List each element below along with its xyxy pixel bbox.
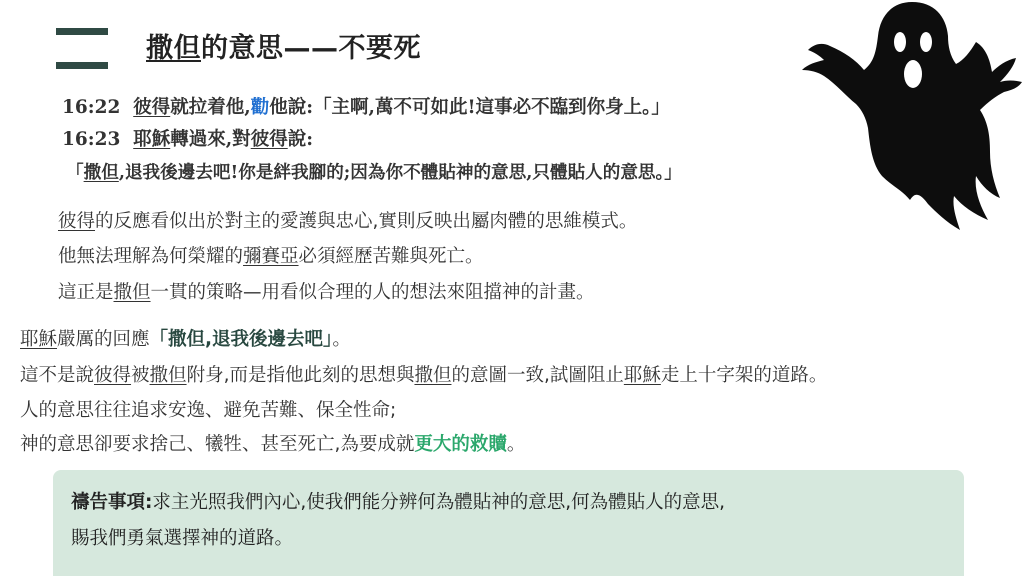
verse-ref: 16:23 <box>62 129 121 150</box>
text: 的反應看似出於對主的愛護與忠心,實則反映出屬肉體的思維模式。 <box>95 211 638 232</box>
verse-name: 耶穌 <box>133 129 171 150</box>
prayer-text: 賜我們勇氣選擇神的道路。 <box>71 528 294 549</box>
prayer-box <box>53 470 964 576</box>
para1-line3 <box>58 278 595 304</box>
para1-line2 <box>58 242 484 268</box>
name: 耶穌 <box>20 329 58 350</box>
green-emphasis: 更大的救贖 <box>414 434 507 455</box>
verse-name: 彼得 <box>133 97 171 118</box>
text: 嚴厲的回應 <box>57 329 150 350</box>
verse-16-23-quote <box>66 159 682 184</box>
text: 這不是說 <box>20 365 95 386</box>
text: 這正是 <box>58 282 114 303</box>
chapter-numeral <box>56 28 108 70</box>
para2-line1 <box>20 325 351 351</box>
verse-16-22 <box>62 93 670 119</box>
verse-name: 撒但 <box>83 162 119 183</box>
text: 人的意思往往追求安逸、避免苦難、保全性命; <box>20 400 397 421</box>
prayer-line1 <box>71 488 725 514</box>
para2-line2 <box>20 361 827 387</box>
verse-name: 彼得 <box>250 129 288 150</box>
text: 神的意思卻要求捨己、犧牲、甚至死亡,為要成就 <box>20 434 415 455</box>
para2-line3 <box>20 396 396 422</box>
name: 彼得 <box>94 365 132 386</box>
para1-line1 <box>58 207 637 233</box>
quote-open: 「 <box>66 162 84 183</box>
prayer-label: 禱告事項: <box>71 492 153 513</box>
name: 撒但 <box>113 282 151 303</box>
name: 耶穌 <box>623 365 661 386</box>
text: 被 <box>131 365 150 386</box>
name: 撒但 <box>414 365 452 386</box>
page-title <box>146 26 421 65</box>
text: 必須經歷苦難與死亡。 <box>298 246 484 267</box>
title-satan: 撒但 <box>146 33 201 64</box>
text: 。 <box>506 434 526 455</box>
verse-16-23 <box>62 125 313 151</box>
text: 附身,而是指他此刻的思想與 <box>186 365 415 386</box>
para2-line4 <box>20 430 525 456</box>
verse-text: ,退我後邊去吧!你是絆我腳的;因為你不體貼神的意思,只體貼人的意思。」 <box>118 162 682 183</box>
quote-emphasis: 「撒但,退我後邊去吧」 <box>149 329 333 350</box>
verse-highlight: 勸 <box>250 97 270 118</box>
prayer-text: 求主光照我們內心,使我們能分辨何為體貼神的意思,何為體貼人的意思, <box>152 492 726 513</box>
name: 彌賽亞 <box>243 246 299 267</box>
name: 撒但 <box>149 365 187 386</box>
name: 彼得 <box>58 211 96 232</box>
title-rest: 的意思——不要死 <box>201 33 421 64</box>
text: 他無法理解為何榮耀的 <box>58 246 244 267</box>
text: 一貫的策略—用看似合理的人的想法來阻擋神的計畫。 <box>150 282 595 303</box>
text: 的意圖一致,試圖阻止 <box>451 365 624 386</box>
verse-text: 就拉着他, <box>170 97 251 118</box>
prayer-line2 <box>71 524 293 550</box>
verse-ref: 16:22 <box>62 97 121 118</box>
text: 走上十字架的道路。 <box>660 365 828 386</box>
verse-text: 轉過來,對 <box>170 129 251 150</box>
ghost-icon <box>800 0 1024 232</box>
text: 。 <box>332 329 351 350</box>
verse-text: 他說:「主啊,萬不可如此!這事必不臨到你身上。」 <box>269 97 670 118</box>
verse-text: 說: <box>287 129 314 150</box>
